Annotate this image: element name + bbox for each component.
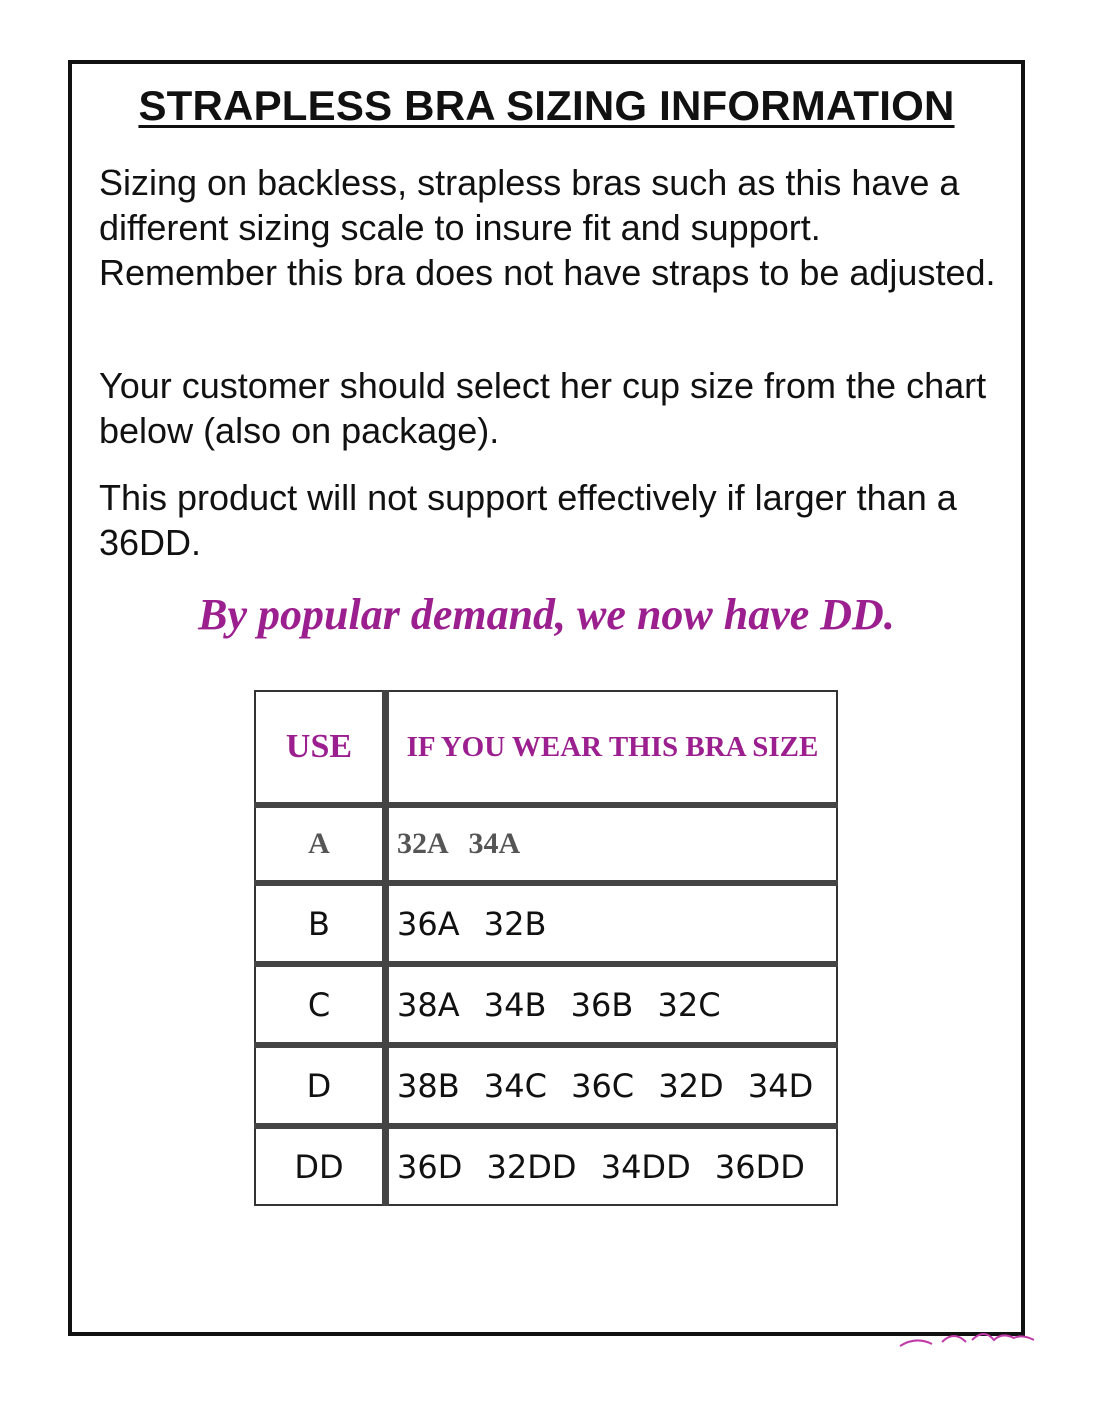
sizes-cell: 32A 34A [386,805,838,883]
use-cell: C [255,964,386,1045]
table-row [255,1045,837,1126]
paragraph-sizing-scale: Sizing on backless, strapless bras such as this have a different sizing scale to insure fit and support. Remember this bra does not have straps to be adjusted. [99,162,996,293]
title-text: STRAPLESS BRA SIZING INFORMATION [138,82,955,129]
sizing-info-frame [68,60,1025,1336]
table-row [255,1126,837,1205]
page-title [72,82,1021,130]
sizes-cell: 36A 32B [386,883,838,964]
table-header-row [255,691,837,805]
use-cell: A [255,805,386,883]
decorative-scribble-icon [898,1322,1038,1350]
table-row [255,883,837,964]
table-row [255,964,837,1045]
header-wear-size: IF YOU WEAR THIS BRA SIZE [386,691,838,805]
sizes-cell: 38B 34C 36C 32D 34D [386,1045,838,1126]
use-cell: D [255,1045,386,1126]
sizes-cell: 36D 32DD 34DD 36DD [386,1126,838,1205]
use-cell: DD [255,1126,386,1205]
table-row [255,805,837,883]
sizes-cell: 38A 34B 36B 32C [386,964,838,1045]
paragraph-select-cup: Your customer should select her cup size from the chart below (also on package). [99,365,987,451]
use-cell: B [255,883,386,964]
size-chart-table [254,690,838,1206]
header-use: USE [255,691,386,805]
paragraph-support-limit: This product will not support effectively if larger than a 36DD. [99,477,957,563]
promo-text: By popular demand, we now have DD. [198,590,895,639]
